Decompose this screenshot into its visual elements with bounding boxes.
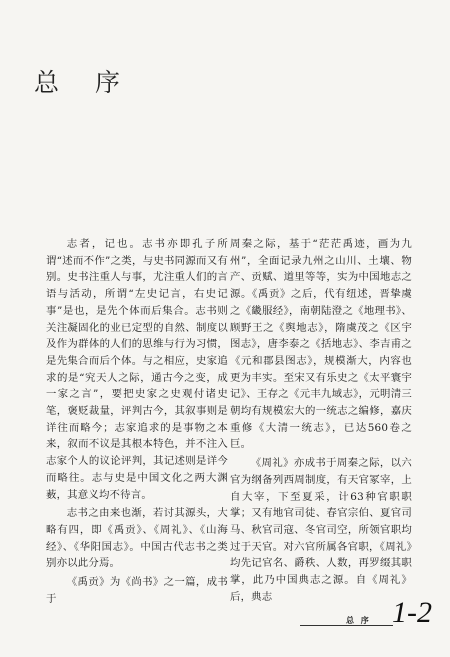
paragraph-zhouli: 《周礼》亦成书于周秦之际，以六官为纲备列西周制度，有天官冢宰，上自大宰，下至夏采，计63种官职职掌；又有地官司徒、春官宗伯、夏官司马、秋官司寇、冬官司空，所领官职均过于天官。对六官所属各官职，《周礼》均先记官名、爵秩、人数，再罗缀其职掌，此乃中国典志之源。自《周礼》后，典志 xyxy=(230,457,412,603)
running-footer: 总 序 xyxy=(346,616,371,625)
paragraph-yugong-start: 《禹贡》为《尚书》之一篇，成书于 xyxy=(46,576,228,605)
paragraph-origins: 志书之由来也渐，若讨其源头，大略有四，即《禹贡》、《周礼》、《山海经》、《华阳国志》。中国古代志书之类别亦以此分焉。 xyxy=(46,507,228,570)
left-column xyxy=(46,236,228,607)
right-column xyxy=(230,236,412,605)
paragraph-yugong-cont: 周秦之际，基于“茫茫禹迹，画为九州”，全面记录九州之山川、土壤、物产、贡赋、道里等等，实为中国地志之源。《禹贡》之后，代有纽述，晋挚虞之《畿服经》，南朝陆澄之《地理书》、顾野王之《舆地志》，隋虞茂之《区宇图志》，唐李泰之《括地志》、李吉甫之《元和郡县图志》，规模渐大，内容也更为丰实。至宋又有乐史之《太平寰宇记》、王存之《元丰九域志》，元明清三朝均有规模宏大的一统志之编修，嘉庆重修《大清一统志》，已达560卷之巨。 xyxy=(230,238,412,451)
section-title: 总 序 xyxy=(34,68,134,97)
paragraph-intro: 志者，记也。志书亦即孔子所谓“述而不作”之类，与史书同源而又有别。史书注重人与事，尤注重人们的言语与活动，所谓“左史记言，右史记事”是也，是先个体而后集合。志书则关注凝固化的业已定型的自然、制度以及作为群体的人们的思维与行为习惯，是先集合而后个体。与之相应，史家追求的是“究天人之际，通古今之变，成一家之言”，要把史家之史观付诸史笔，褒贬裁量，评判古今，其叙事则是详往而略今；志家追求的是事物之本来，叙而不议是其根本特色，并不注入志家个人的议论评判，其记述则是详今而略往。志与史是中国文化之两大渊薮，其意义均不待言。 xyxy=(46,238,228,501)
handwritten-page-number: 1-2 xyxy=(392,596,432,629)
